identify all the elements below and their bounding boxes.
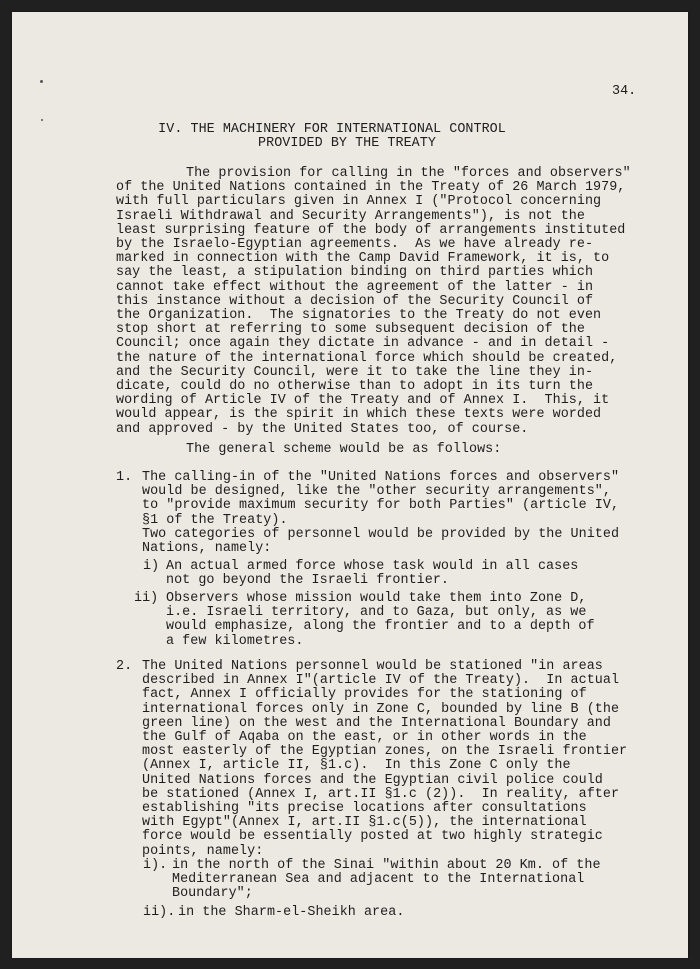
text-line: least surprising feature of the body of arrangements instituted (116, 222, 626, 238)
text-line: dicate, could do no otherwise than to adopt in its turn the (116, 379, 594, 394)
text-line: stop short at referring to some subsequent decision of the (116, 322, 585, 338)
text-line: The provision for calling in the "forces and observers" (186, 166, 631, 181)
text-line: this instance without a decision of the Security Council of (116, 293, 594, 309)
text-line: wording of Article IV of the Treaty and of Annex I. This, it (116, 393, 610, 409)
scan-speck (40, 80, 43, 83)
text-line: points, namely: (142, 843, 264, 859)
text-line: most easterly of the Egyptian zones, on the Israeli frontier (142, 744, 628, 760)
text-line: green line) on the west and the International Boundary and (142, 715, 611, 731)
text-line: say the least, a stipulation binding on third parties which (116, 265, 594, 281)
text-line: An actual armed force whose task would in all cases (166, 559, 579, 574)
text-line: (Annex I, article II, §1.c). In this Zone C only the (142, 758, 571, 774)
text-line: fact, Annex I officially provides for the stationing of (142, 687, 587, 703)
text-line: international forces only in Zone C, bounded by line B (the (142, 701, 620, 717)
item-1-sub-ii-marker: ii) (134, 591, 159, 606)
text-line: described in Annex I"(article IV of the Treaty). In actual (142, 673, 620, 689)
item-1-marker: 1. (116, 470, 133, 485)
text-line: would emphasize, along the frontier and to a depth of (166, 619, 595, 635)
text-line: cannot take effect without the agreement of the latter - in (116, 279, 594, 295)
text-line: Two categories of personnel would be provided by the United (142, 526, 620, 542)
text-line: §1 of the Treaty). (142, 512, 288, 528)
text-line: The United Nations personnel would be stationed "in areas (142, 659, 603, 674)
text-line: would appear, is the spirit in which these texts were worded (116, 407, 602, 423)
text-line: the Gulf of Aqaba on the east, or in other words in the (142, 730, 587, 745)
text-line: to "provide maximum security for both Parties" (article IV, (142, 498, 620, 514)
text-line: would be designed, like the "other security arrangements", (142, 484, 611, 500)
text-line: Boundary"; (172, 886, 253, 902)
item-2-sub-ii-marker: ii). (143, 905, 176, 920)
heading-line-2: PROVIDED BY THE TREATY (258, 136, 436, 151)
page-number: 34. (612, 84, 637, 99)
text-line: establishing "its precise locations after consultations (142, 801, 587, 816)
text-line: i.e. Israeli territory, and to Gaza, but only, as we (166, 605, 587, 621)
scheme-intro: The general scheme would be as follows: (186, 442, 502, 457)
text-line: The calling-in of the "United Nations forces and observers" (142, 470, 620, 485)
text-line: be stationed (Annex I, art.II §1.c (2)). In reality, after (142, 786, 620, 802)
text-line: with full particulars given in Annex I ("Protocol concerning (116, 194, 602, 210)
item-2-sub-i-marker: i). (143, 858, 168, 873)
text-line: Council; once again they dictate in advance - and in detail - (116, 336, 610, 352)
text-line: United Nations forces and the Egyptian civil police could (142, 772, 603, 788)
text-line: marked in connection with the Camp David Framework, it is, to (116, 251, 610, 267)
text-line: of the United Nations contained in the Treaty of 26 March 1979, (116, 180, 626, 196)
text-line: not go beyond the Israeli frontier. (166, 573, 449, 589)
text-line: in the Sharm-el-Sheikh area. (178, 905, 405, 920)
text-line: a few kilometres. (166, 633, 304, 649)
text-line: Observers whose mission would take them into Zone D, (166, 591, 587, 606)
text-line: Nations, namely: (142, 541, 272, 556)
text-line: and the Security Council, were it to take the line they in- (116, 364, 594, 380)
text-line: by the Israelo-Egyptian agreements. As we have already re- (116, 237, 594, 252)
text-line: with Egypt"(Annex I, art.II §1.c(5)), the international (142, 815, 587, 831)
text-line: and approved - by the United States too, of course. (116, 421, 529, 437)
text-line: in the north of the Sinai "within about 20 Km. of the (172, 858, 601, 873)
text-line: the Organization. The signatories to the Treaty do not even (116, 308, 602, 323)
text-line: the nature of the international force which should be created, (116, 350, 618, 366)
text-line: force would be essentially posted at two highly strategic (142, 829, 603, 845)
scan-speck (41, 119, 43, 121)
text-line: Mediterranean Sea and adjacent to the International (172, 872, 585, 888)
text-line: Israeli Withdrawal and Security Arrangements"), is not the (116, 208, 585, 224)
item-2-marker: 2. (116, 659, 133, 674)
item-1-sub-i-marker: i) (143, 559, 160, 574)
heading-line-1: IV. THE MACHINERY FOR INTERNATIONAL CONTROL (158, 122, 506, 137)
